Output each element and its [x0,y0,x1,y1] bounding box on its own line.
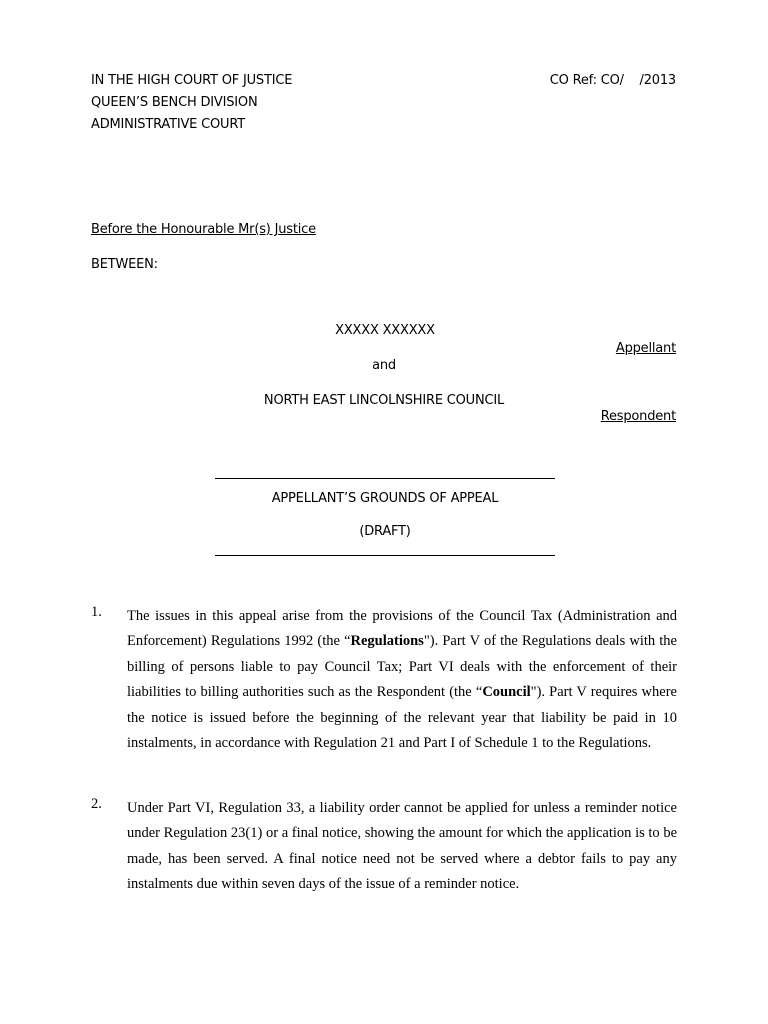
before-justice-line: Before the Honourable Mr(s) Justice [91,222,316,237]
document-subtitle: (DRAFT) [359,524,411,539]
title-rule-bottom [215,555,555,556]
defined-term-regulations: Regulations [350,633,424,650]
paragraph-text: Under Part VI, Regulation 33, a liability order cannot be applied for unless a reminder notice under Regulation 23(1) or a final notice, showing the amount for which the application is to be made, has been served. A final notice need not be served where a debtor fails to pay any instalments due within seven days of the issue of a reminder notice. [127,800,677,893]
court-division: QUEEN’S BENCH DIVISION [91,95,258,110]
respondent-name: NORTH EAST LINCOLNSHIRE COUNCIL [263,393,505,408]
between-label: BETWEEN: [91,257,158,272]
appellant-name: XXXXX XXXXXX [335,323,435,338]
defined-term-council: Council [482,684,531,701]
title-rule-top [215,478,555,479]
court-name: IN THE HIGH COURT OF JUSTICE [91,73,293,88]
and-conjunction: and [372,358,396,373]
paragraph-text: The issues in this appeal arise from the provisions of the Council Tax (Administration and Enforcement) Regulations 1992 (the “Regulations"). Part V of the Regulations deals with the billing of persons liable to pay Council Tax; Part VI deals with the enforcement of their liabilities to billing authorities such as the Respondent (the “Council"). Part V requires where the notice is issued before the beginning of the relevant year that liability be paid in 10 instalments, in accordance with Regulation 21 and Part I of Schedule 1 to the Regulations. [127,608,677,752]
document-title: APPELLANT’S GROUNDS OF APPEAL [271,491,499,506]
court-type: ADMINISTRATIVE COURT [91,117,245,132]
respondent-role: Respondent [600,409,676,424]
appellant-role: Appellant [615,341,676,356]
co-reference: CO Ref: CO/ /2013 [549,73,676,88]
paragraph-number: 2. [91,796,102,812]
paragraph-number: 1. [91,604,102,620]
